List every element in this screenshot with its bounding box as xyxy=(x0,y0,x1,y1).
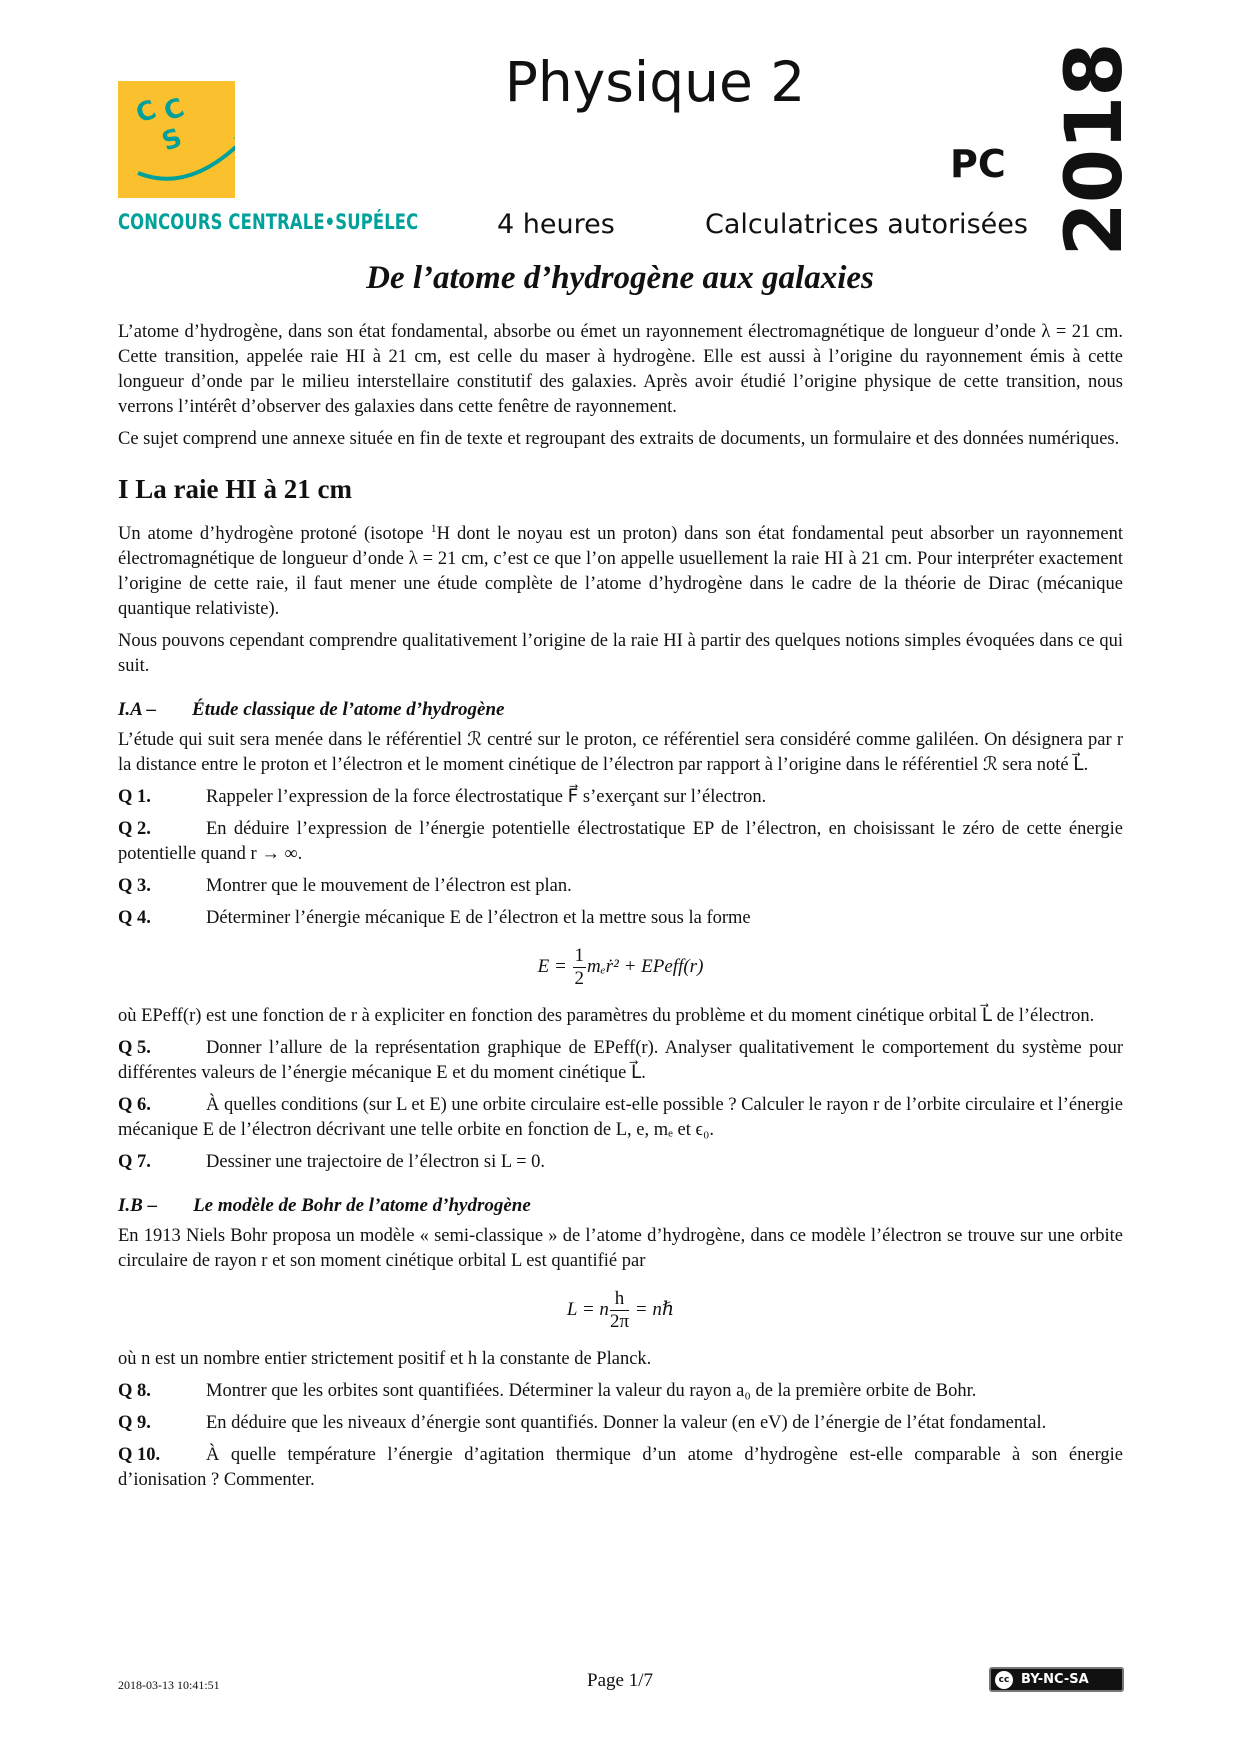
ccs-logo-mark xyxy=(118,81,235,198)
question: Q 10. À quelle température l’énergie d’agitation thermique d’un atome d’hydrogène est-elle comparable à son énergie d’ionisation ? Commenter. xyxy=(118,1445,1123,1491)
subsection-paragraph: En 1913 Niels Bohr proposa un modèle « semi-classique » de l’atome d’hydrogène, dans ce modèle l’électron se trouve sur une orbite circulaire de rayon r et son moment cinétique orbital L est quantifié par xyxy=(118,1226,1123,1272)
question: Q 1. Rappeler l’expression de la force électrostatique F⃗ s’exerçant sur l’électron. xyxy=(118,787,767,808)
logo-caption: CONCOURS CENTRALE•SUPÉLEC xyxy=(118,210,419,234)
ccs-logo xyxy=(118,81,235,198)
document-body xyxy=(118,320,1123,1500)
question: Q 5. Donner l’allure de la représentation graphique de EPeff(r). Analyser qualitativement le comportement du système pour différentes valeurs de l’énergie mécanique E et du moment cinétique L⃗. xyxy=(118,1038,1123,1084)
svg-text:C: C xyxy=(132,94,161,130)
page-number: Page 1/7 xyxy=(587,1670,653,1691)
subsection-paragraph: où n est un nombre entier strictement positif et h la constante de Planck. xyxy=(118,1349,652,1370)
energy-equation: E = $\frac{1}{2}$ mₑṙ² + EPeff(r) xyxy=(537,945,704,990)
cc-icon: cc xyxy=(995,1671,1013,1689)
subsection-title: I.B – Le modèle de Bohr de l’atome d’hydrogène xyxy=(118,1195,531,1217)
question: Q 4. Déterminer l’énergie mécanique E de l’électron et la mettre sous la forme xyxy=(118,908,751,929)
license-badge xyxy=(989,1667,1124,1692)
subsection-title: I.A – Étude classique de l’atome d’hydrogène xyxy=(118,699,505,721)
question: Q 7. Dessiner une trajectoire de l’électron si L = 0. xyxy=(118,1152,546,1173)
svg-text:S: S xyxy=(158,122,186,158)
intro-paragraph: Ce sujet comprend une annexe située en fin de texte et regroupant des extraits de documents, un formulaire et des données numériques. xyxy=(118,429,1120,449)
timestamp: 2018-03-13 10:41:51 xyxy=(118,1678,220,1692)
duration-label: 4 heures xyxy=(497,209,615,240)
calculator-note: Calculatrices autorisées xyxy=(705,209,1028,240)
section-paragraph: Nous pouvons cependant comprendre qualitativement l’origine de la raie HI à partir des quelques notions simples évoquées dans ce qui suit. xyxy=(118,631,1123,677)
year-label: 2018 xyxy=(1050,43,1140,257)
question: Q 3. Montrer que le mouvement de l’électron est plan. xyxy=(118,876,572,897)
license-text: BY-NC-SA xyxy=(1021,1672,1089,1687)
bohr-equation: L = n $\frac{h}{2\pi}$ = nℏ xyxy=(566,1288,675,1333)
filiere-label: PC xyxy=(950,142,1006,186)
subsection-paragraph: où EPeff(r) est une fonction de r à expliciter en fonction des paramètres du problème et du moment cinétique orbital L⃗ de l’électron. xyxy=(118,1006,1095,1027)
question: Q 6. À quelles conditions (sur L et E) une orbite circulaire est-elle possible ? Calculer le rayon r de l’orbite circulaire et l’énergie mécanique E de l’électron décrivant une telle orbite en fonction de L, e, mₑ et ϵ₀. xyxy=(118,1095,1123,1141)
subsection-paragraph: L’étude qui suit sera menée dans le référentiel ℛ centré sur le proton, ce référentiel sera considéré comme galiléen. On désignera par r la distance entre le proton et l’électron et le moment cinétique de l’électron par rapport à l’origine dans le référentiel ℛ sera noté L⃗. xyxy=(118,730,1123,776)
intro-paragraph: L’atome d’hydrogène, dans son état fondamental, absorbe ou émet un rayonnement électromagnétique de longueur d’onde λ = 21 cm. Cette transition, appelée raie HI à 21 cm, est celle du maser à hydrogène. Elle est aussi à l’origine du rayonnement émis à cette longueur d’onde par le milieu interstellaire constitutif des galaxies. Après avoir étudié l’origine physique de cette transition, nous verrons l’intérêt d’observer des galaxies dans cette fenêtre de rayonnement. xyxy=(118,322,1123,417)
exam-title: Physique 2 xyxy=(504,50,806,114)
question: Q 9. En déduire que les niveaux d’énergie sont quantifiés. Donner la valeur (en eV) de l’énergie de l’état fondamental. xyxy=(118,1413,1047,1434)
question: Q 2. En déduire l’expression de l’énergie potentielle électrostatique EP de l’électron, en choisissant le zéro de cette énergie potentielle quand r → ∞. xyxy=(118,819,1123,865)
question: Q 8. Montrer que les orbites sont quantifiées. Déterminer la valeur du rayon a₀ de la première orbite de Bohr. xyxy=(118,1381,977,1402)
section-title: I La raie HI à 21 cm xyxy=(118,474,352,504)
subject-title: De l’atome d’hydrogène aux galaxies xyxy=(366,260,874,296)
year-block xyxy=(1050,43,1140,257)
section-paragraph: Un atome d’hydrogène protoné (isotope $^1$H dont le noyau est un proton) dans son état fondamental peut absorber un rayonnement électromagnétique de longueur d’onde λ = 21 cm, c’est ce que l’on appelle usuellement la raie HI à 21 cm. Pour interpréter exactement l’origine de cette raie, il faut mener une étude complète de l’atome d’hydrogène dans le cadre de la théorie de Dirac (mécanique quantique relativiste). xyxy=(118,521,1124,620)
svg-text:C: C xyxy=(160,92,189,128)
